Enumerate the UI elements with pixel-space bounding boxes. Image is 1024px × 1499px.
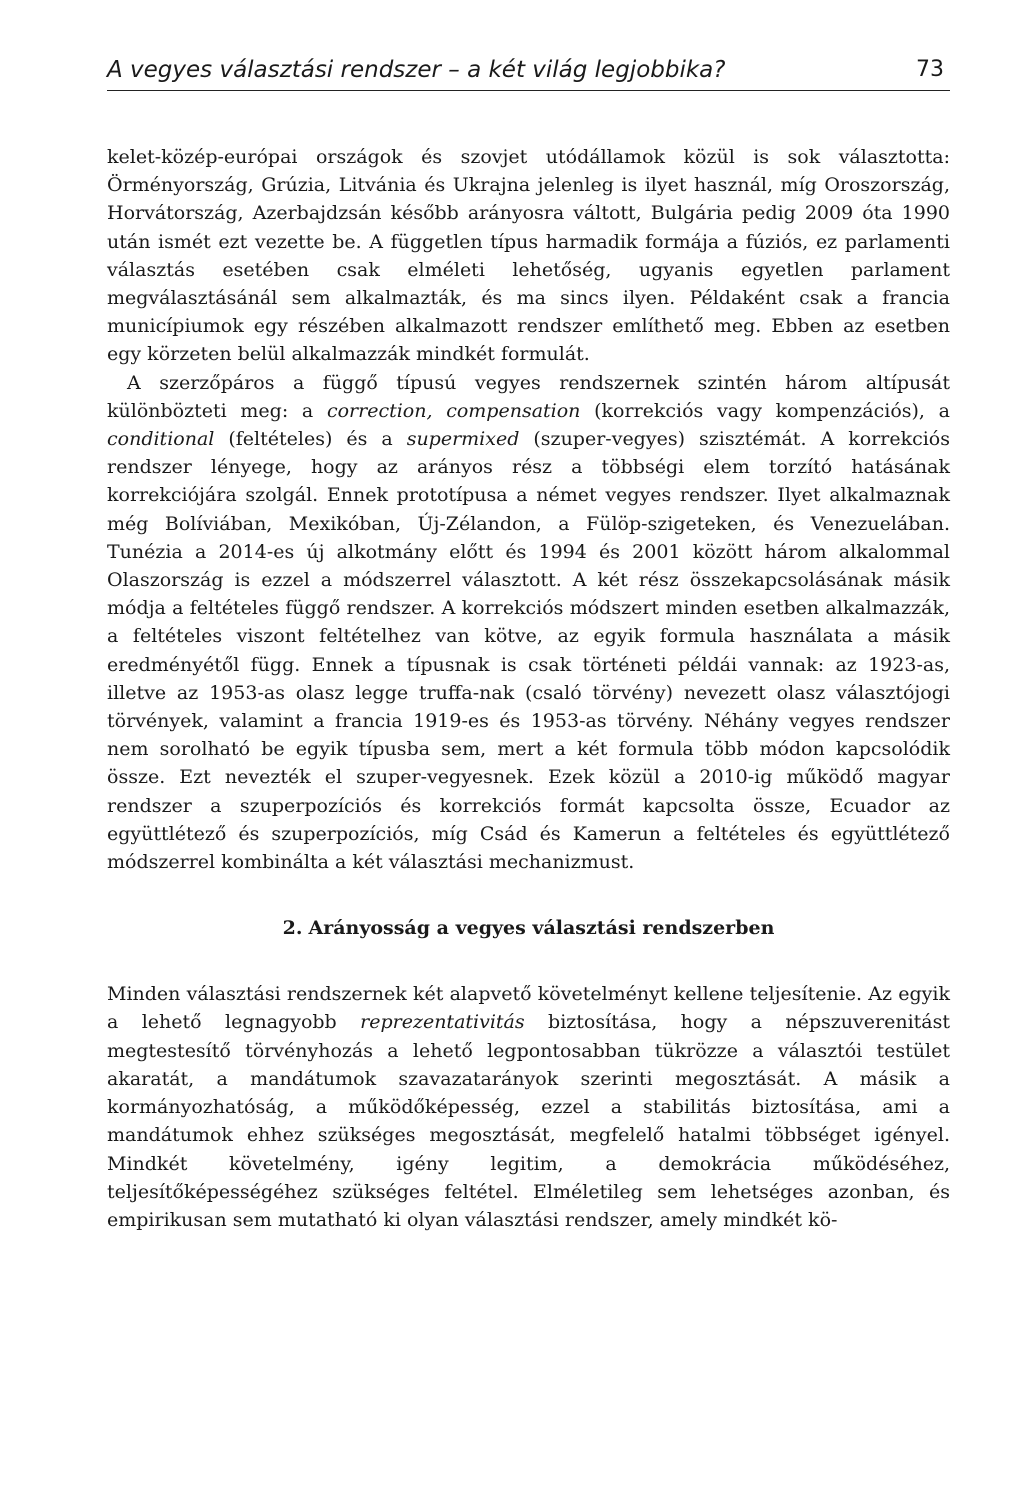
paragraph-2-text-c: (feltételes) és a [214, 428, 407, 451]
paragraph-2-text-d: (szuper-vegyes) szisztémát. A korrekciós rendszer lényege, hogy az arányos rész a többségi elem torzító hatásának korrekciójára szolgál. Ennek prototípusa a német vegyes rendszer. Ilyet alkalmaznak még Bolíviában, Mexikóban, Új-Zélandon, a Fülöp-szigeteken, és Venezuelában. Tunézia a 2014-es új alkotmány előtt és 1994 és 2001 között három alkalommal Olaszország is ezzel a módszerrel választott. A két rész összekapcsolásának másik módja a feltételes függő rendszer. A korrekciós módszert minden esetben alkalmazzák, a feltételes viszont feltételhez van kötve, az egyik formula használata a másik eredményétől függ. Ennek a típusnak is csak történeti példái vannak: az 1923-as, illetve az 1953-as olasz legge truffa-nak (csaló törvény) nevezett olasz választójogi törvények, valamint a francia 1919-es és 1953-as törvény. Néhány vegyes rendszer nem sorolható be egyik típusba sem, mert a két formula több módon kapcsolódik össze. Ezt nevezték el szuper-vegyesnek. Ezek közül a 2010-ig működő magyar rendszer a szuperpozíciós és korrekciós formát kapcsolta össze, Ecuador az együttlétező és szuperpozíciós, míg Csád és Kamerun a feltételes és együttlétező módszerrel kombinálta a két választási mechanizmust. [107, 428, 950, 874]
paragraph-3-text-b: biztosítása, hogy a népszuverenitást megtestesítő törvényhozás a lehető legpontosabban tükrözze a választói testület akaratát, a mandátumok szavazatarányok szerinti megosztását. A másik a kormányozhatóság, a működőképesség, ezzel a stabilitás biztosítása, ami a mandátumok ehhez szükséges megosztását, megfelelő hatalmi többséget igényel. Mindkét követelmény, igény legitim, a demokrácia működéséhez, teljesítőképességéhez szükséges feltétel. Elméletileg sem lehetséges azonban, és empirikusan sem mutatható ki olyan választási rendszer, amely mindkét kö- [107, 1011, 950, 1231]
term-reprezentativitas: reprezentativitás [360, 1011, 525, 1034]
paragraph-3-text-a: Minden választási rendszernek két alapvető követelményt kellene teljesítenie. Az egyik a lehető legnagyobb [107, 983, 950, 1034]
paragraph-2-text-a: A szerzőpáros a függő típusú vegyes rendszernek szintén három altípusát különbözteti meg: a [107, 371, 950, 422]
book-page [107, 50, 950, 1234]
term-correction-compensation: correction, compensation [326, 399, 581, 422]
section-heading [107, 914, 950, 942]
paragraph-1-text: kelet-közép-európai országok és szovjet utódállamok közül is sok választotta: Örményország, Grúzia, Litvánia és Ukrajna jelenleg is ilyet használ, míg Oroszország, Horvátország, Azerbajdzsán később arányosra váltott, Bulgária pedig 2009 óta 1990 után ismét ezt vezette be. A független típus harmadik formája a fúziós, ez parlamenti választás esetében csak elméleti lehetőség, ugyanis egyetlen parlament megválasztásánál sem alkalmazták, és ma sincs ilyen. Példaként csak a francia municípiumok egy részében alkalmazott rendszer említhető meg. Ebben az esetben egy körzeten belül alkalmazzák mindkét formulát. [107, 146, 950, 366]
body-text [107, 143, 950, 1234]
term-supermixed: supermixed [406, 428, 520, 451]
term-conditional: conditional [107, 428, 215, 451]
running-title: A vegyes választási rendszer – a két világ legjobbika? [107, 57, 726, 83]
paragraph-1 [107, 143, 950, 369]
paragraph-2 [107, 369, 950, 877]
paragraph-3 [107, 980, 950, 1234]
paragraph-2-text-b: (korrekciós vagy kompenzációs), a [580, 399, 950, 422]
section-title: Arányosság a vegyes választási rendszerben [308, 917, 775, 940]
section-number: 2. [282, 917, 303, 940]
page-number: 73 [916, 57, 944, 82]
running-header [107, 50, 950, 91]
